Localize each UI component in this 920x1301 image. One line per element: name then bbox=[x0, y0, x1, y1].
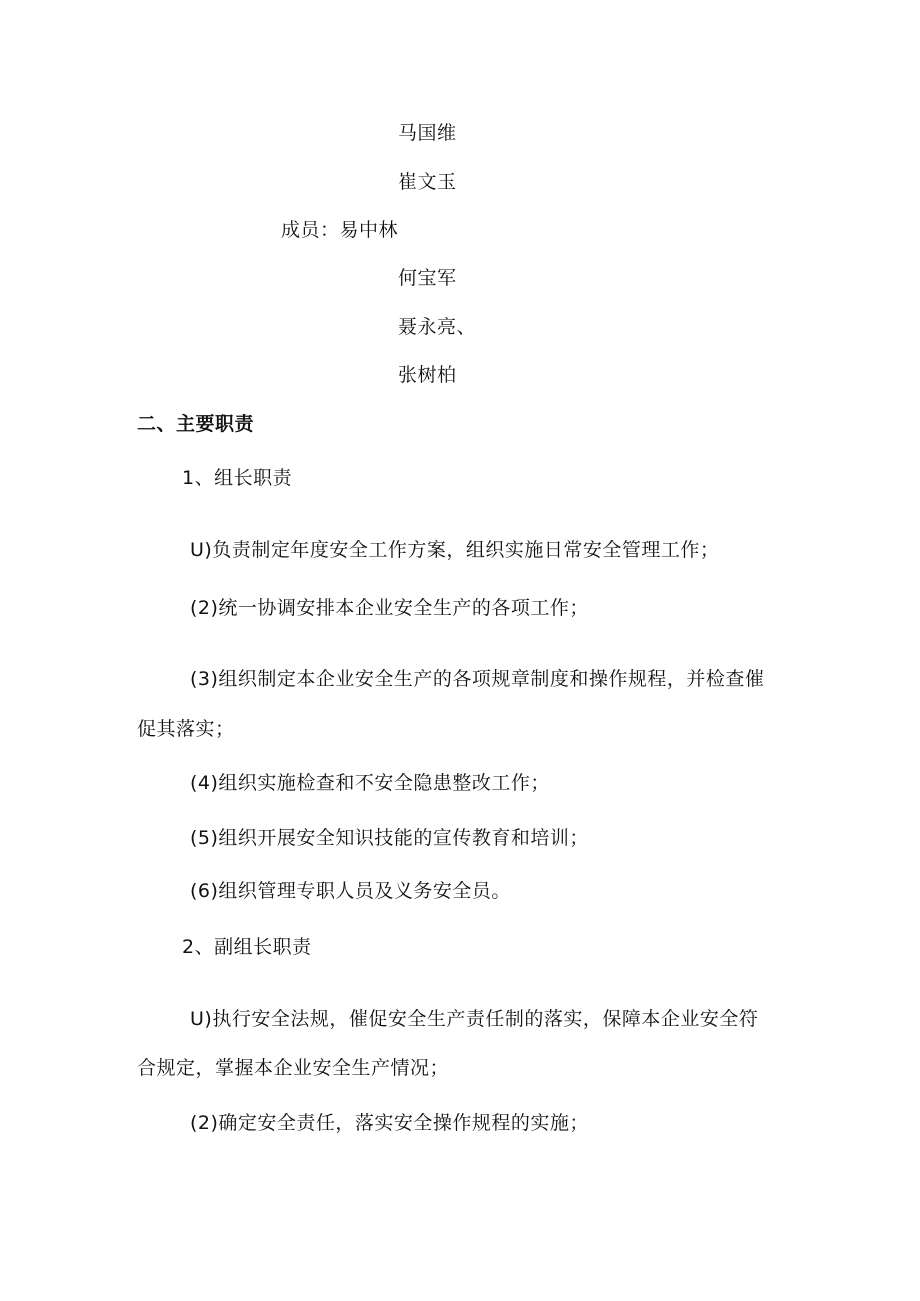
duty-item-continuation: 合规定，掌握本企业安全生产情况； bbox=[137, 1057, 450, 1079]
duty-item: (3)组织制定本企业安全生产的各项规章制度和操作规程，并检查催 bbox=[190, 668, 765, 690]
member-name: 易中林 bbox=[339, 219, 399, 241]
duty-item: (6)组织管理专职人员及义务安全员。 bbox=[190, 880, 511, 902]
duty-item: U)负责制定年度安全工作方案，组织实施日常安全管理工作； bbox=[190, 539, 720, 561]
members-label: 成员： bbox=[281, 219, 340, 241]
member-name: 张树柏 bbox=[398, 364, 457, 386]
section-heading: 二、主要职责 bbox=[137, 413, 255, 435]
duty-item: (5)组织开展安全知识技能的宣传教育和培训； bbox=[190, 827, 589, 849]
member-name: 何宝军 bbox=[398, 267, 457, 289]
subsection-heading: 1、组长职责 bbox=[182, 467, 293, 489]
member-name: 聂永亮、 bbox=[398, 316, 477, 338]
subsection-heading: 2、副组长职责 bbox=[182, 936, 312, 958]
member-name: 崔文玉 bbox=[398, 171, 457, 193]
duty-item: (2)统一协调安排本企业安全生产的各项工作； bbox=[190, 597, 589, 619]
duty-item: U)执行安全法规，催促安全生产责任制的落实，保障本企业安全符 bbox=[190, 1008, 759, 1030]
members-row bbox=[281, 218, 398, 242]
member-name: 马国维 bbox=[398, 122, 457, 144]
duty-item: (2)确定安全责任，落实安全操作规程的实施； bbox=[190, 1112, 589, 1134]
duty-item-continuation: 促其落实； bbox=[137, 718, 235, 740]
duty-item: (4)组织实施检查和不安全隐患整改工作； bbox=[190, 772, 550, 794]
